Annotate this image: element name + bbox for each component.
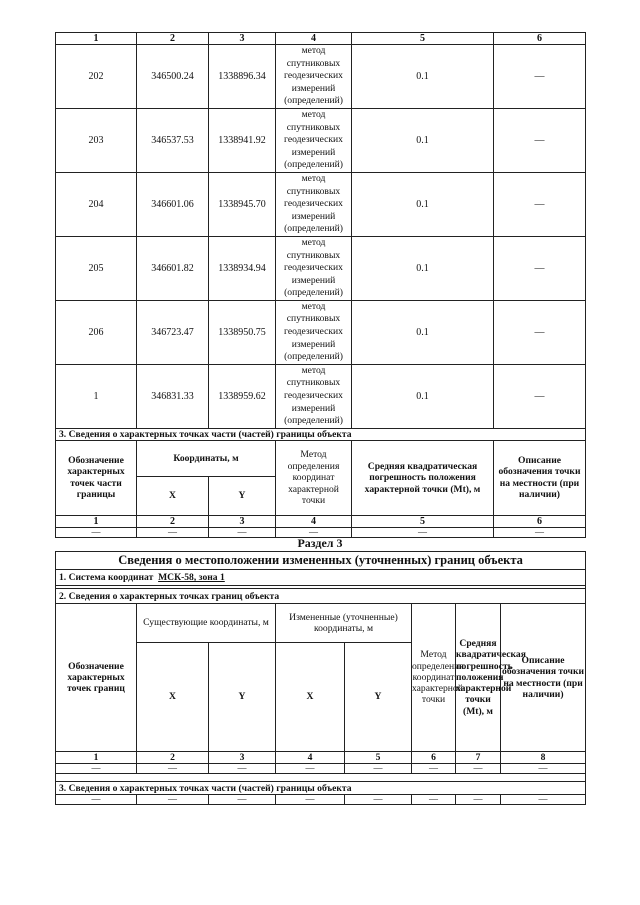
col-number-4: 4 — [276, 33, 352, 45]
mt-value: 0.1 — [352, 108, 494, 172]
empty-cell: — — [276, 795, 345, 805]
y-coordinate: 1338934.94 — [209, 236, 276, 300]
col-number-2: 2 — [137, 752, 209, 764]
mt-value: 0.1 — [352, 364, 494, 428]
header-desc: Описание обозначения точки на местности (при наличии) — [501, 604, 586, 752]
empty-cell: — — [137, 795, 209, 805]
method-line: геодезических — [284, 262, 343, 274]
method — [276, 45, 352, 109]
empty-cell: — — [345, 764, 412, 774]
x-coordinate: 346601.82 — [137, 236, 209, 300]
col-number-2: 2 — [137, 515, 209, 527]
method-line: метод — [301, 300, 326, 312]
section-title: Раздел 3 — [297, 536, 343, 550]
method-line: (определений) — [284, 223, 343, 235]
description: — — [494, 300, 586, 364]
empty-cell: — — [276, 764, 345, 774]
parts-title: 3. Сведения о характерных точках части (частей) границы объекта — [56, 782, 586, 795]
empty-cell: — — [456, 795, 501, 805]
method-line: геодезических — [284, 134, 343, 146]
method-line: спутниковых — [286, 249, 341, 261]
method-line: метод — [301, 45, 326, 56]
method-line: спутниковых — [286, 313, 341, 325]
method-line: (определений) — [284, 159, 343, 171]
method-line: метод — [301, 108, 326, 120]
empty-cell: — — [209, 527, 276, 537]
method-line: (определений) — [284, 287, 343, 299]
x-coordinate: 346831.33 — [137, 364, 209, 428]
col-number-6: 6 — [494, 515, 586, 527]
method-line: геодезических — [284, 390, 343, 402]
header-existing: Существующие координаты, м — [137, 604, 276, 643]
col-number-1: 1 — [56, 33, 137, 45]
empty-cell: — — [352, 527, 494, 537]
description: — — [494, 108, 586, 172]
table-row — [56, 236, 586, 300]
method-line: измерений — [291, 274, 336, 286]
method-line: измерений — [291, 402, 336, 414]
table-row — [56, 108, 586, 172]
header-y: Y — [209, 476, 276, 515]
header-designation: Обозначение характерных точек части границы — [56, 440, 137, 515]
empty-cell: — — [56, 795, 137, 805]
empty-cell: — — [209, 795, 276, 805]
point-id: 203 — [56, 108, 137, 172]
x-coordinate: 346723.47 — [137, 300, 209, 364]
header-method: Метод определения координат характерной точки — [276, 440, 352, 515]
header-changed: Измененные (уточненные) координаты, м — [276, 604, 412, 643]
point-id: 206 — [56, 300, 137, 364]
mt-value: 0.1 — [352, 300, 494, 364]
col-number-1: 1 — [56, 752, 137, 764]
method-line: измерений — [291, 146, 336, 158]
table-title: Сведения о местоположении измененных (уточненных) границ объекта — [56, 552, 586, 570]
method-line: (определений) — [284, 415, 343, 427]
method-line: измерений — [291, 210, 336, 222]
header-existing-y: Y — [209, 643, 276, 752]
empty-cell: — — [137, 527, 209, 537]
x-coordinate: 346601.06 — [137, 172, 209, 236]
empty-cell: — — [412, 764, 456, 774]
col-number-7: 7 — [456, 752, 501, 764]
x-coordinate: 346500.24 — [137, 45, 209, 109]
header-desc: Описание обозначения точки на местности (при наличии) — [494, 440, 586, 515]
table-row — [56, 172, 586, 236]
method — [276, 300, 352, 364]
col-number-3: 3 — [209, 515, 276, 527]
coord-system — [56, 570, 586, 586]
header-coords: Координаты, м — [137, 440, 276, 476]
col-number-5: 5 — [352, 515, 494, 527]
empty-cell: — — [412, 795, 456, 805]
col-number-3: 3 — [209, 752, 276, 764]
method — [276, 236, 352, 300]
empty-cell: — — [137, 764, 209, 774]
empty-cell: — — [494, 527, 586, 537]
col-number-2: 2 — [137, 33, 209, 45]
empty-cell: — — [501, 764, 586, 774]
description: — — [494, 236, 586, 300]
changed-boundaries-table — [55, 551, 586, 805]
table-row — [56, 45, 586, 109]
header-method: Метод определения координат характерной точки — [412, 604, 456, 752]
method-line: метод — [301, 236, 326, 248]
y-coordinate: 1338896.34 — [209, 45, 276, 109]
y-coordinate: 1338941.92 — [209, 108, 276, 172]
header-existing-x: X — [137, 643, 209, 752]
x-coordinate: 346537.53 — [137, 108, 209, 172]
method-line: геодезических — [284, 198, 343, 210]
description: — — [494, 364, 586, 428]
empty-cell: — — [456, 764, 501, 774]
points-title: 2. Сведения о характерных точках границ объекта — [56, 589, 586, 604]
col-number-5: 5 — [345, 752, 412, 764]
empty-cell: — — [209, 764, 276, 774]
description: — — [494, 172, 586, 236]
method-line: спутниковых — [286, 57, 341, 69]
column-number-row — [56, 33, 586, 45]
mt-value: 0.1 — [352, 172, 494, 236]
method-line: спутниковых — [286, 377, 341, 389]
point-id: 204 — [56, 172, 137, 236]
y-coordinate: 1338945.70 — [209, 172, 276, 236]
coord-system-label: 1. Система координат — [59, 572, 154, 583]
point-id: 202 — [56, 45, 137, 109]
header-changed-x: X — [276, 643, 345, 752]
method-line: (определений) — [284, 351, 343, 363]
mt-value: 0.1 — [352, 236, 494, 300]
col-number-5: 5 — [352, 33, 494, 45]
header-designation: Обозначение характерных точек границ — [56, 604, 137, 752]
header-mt: Средняя квадратическая погрешность положения характерной точки (Mt), м — [352, 440, 494, 515]
col-number-6: 6 — [494, 33, 586, 45]
method-line: спутниковых — [286, 185, 341, 197]
col-number-1: 1 — [56, 515, 137, 527]
table-row — [56, 300, 586, 364]
col-number-8: 8 — [501, 752, 586, 764]
method-line: геодезических — [284, 70, 343, 82]
method-line: (определений) — [284, 95, 343, 107]
col-number-4: 4 — [276, 515, 352, 527]
empty-cell: — — [345, 795, 412, 805]
section3-parts-title: 3. Сведения о характерных точках части (частей) границы объекта — [56, 428, 586, 440]
y-coordinate: 1338950.75 — [209, 300, 276, 364]
method-line: метод — [301, 364, 326, 376]
coord-system-value: МСК-58, зона 1 — [158, 572, 225, 583]
header-changed-y: Y — [345, 643, 412, 752]
empty-cell: — — [56, 764, 137, 774]
y-coordinate: 1338959.62 — [209, 364, 276, 428]
point-id: 1 — [56, 364, 137, 428]
method-line: измерений — [291, 338, 336, 350]
empty-cell: — — [501, 795, 586, 805]
method — [276, 108, 352, 172]
header-x: X — [137, 476, 209, 515]
mt-value: 0.1 — [352, 45, 494, 109]
method-line: геодезических — [284, 326, 343, 338]
method-line: метод — [301, 172, 326, 184]
point-id: 205 — [56, 236, 137, 300]
method — [276, 172, 352, 236]
col-number-3: 3 — [209, 33, 276, 45]
empty-cell: — — [56, 527, 137, 537]
header-mt: Средняя квадратическая погрешность положения характерной точки (Mt), м — [456, 604, 501, 752]
col-number-4: 4 — [276, 752, 345, 764]
method — [276, 364, 352, 428]
col-number-6: 6 — [412, 752, 456, 764]
method-line: измерений — [291, 82, 336, 94]
method-line: спутниковых — [286, 121, 341, 133]
empty-cell: — — [276, 527, 352, 537]
description: — — [494, 45, 586, 109]
table-row — [56, 364, 586, 428]
boundary-points-table — [55, 32, 586, 538]
